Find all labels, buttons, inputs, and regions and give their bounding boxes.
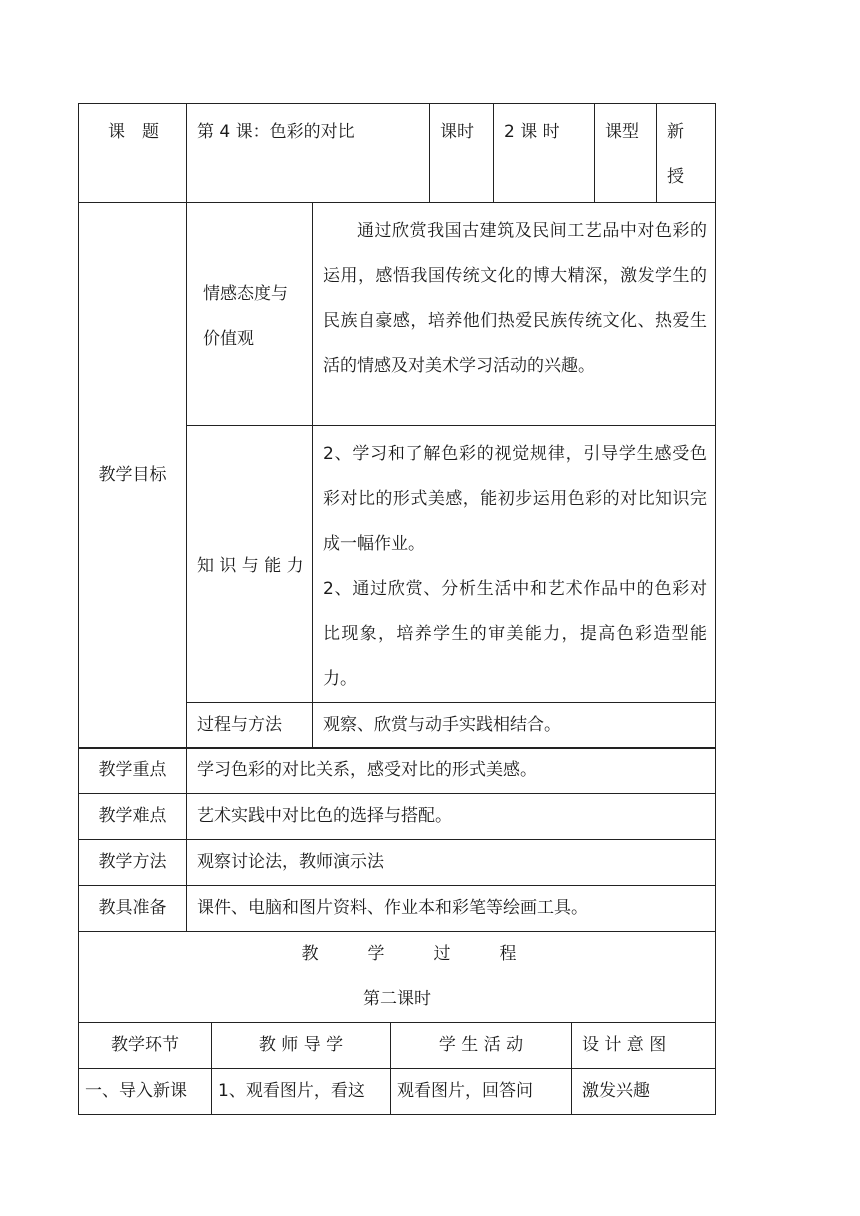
difficulties-row — [79, 794, 716, 840]
student-cell: 观看图片，回答问 — [391, 1068, 572, 1114]
intent-cell: 激发兴趣 — [572, 1068, 716, 1114]
column-header-student: 学 生 活 动 — [391, 1022, 572, 1068]
difficulties-text: 艺术实践中对比色的选择与搭配。 — [187, 794, 716, 840]
objectives-label: 教学目标 — [79, 202, 187, 748]
attitude-row — [79, 202, 716, 425]
process-method-text: 观察、欣赏与动手实践相结合。 — [313, 702, 716, 748]
teacher-cell: 1、观看图片，看这 — [212, 1068, 391, 1114]
type-label: 课型 — [595, 104, 657, 203]
methods-text: 观察讨论法，教师演示法 — [187, 840, 716, 886]
topic-label: 课 题 — [79, 104, 187, 203]
stage-cell: 一、导入新课 — [79, 1068, 212, 1114]
column-header-intent: 设 计 意 图 — [572, 1022, 716, 1068]
session-title: 第二课时 — [363, 989, 431, 1009]
hours-label: 课时 — [430, 104, 494, 203]
materials-text: 课件、电脑和图片资料、作业本和彩笔等绘画工具。 — [187, 886, 716, 932]
knowledge-item: 2、通过欣赏、分析生活中和艺术作品中的色彩对比现象，培养学生的审美能力，提高色彩造型能力。 — [323, 578, 707, 689]
difficulties-label: 教学难点 — [79, 794, 187, 840]
process-method-label: 过程与方法 — [187, 702, 313, 748]
attitude-label: 情感态度与价值观 — [187, 202, 313, 425]
knowledge-text — [313, 425, 716, 702]
methods-label: 教学方法 — [79, 840, 187, 886]
table-row — [79, 1068, 716, 1114]
process-header-row — [79, 1022, 716, 1068]
key-points-text: 学习色彩的对比关系，感受对比的形式美感。 — [187, 748, 716, 794]
materials-row — [79, 886, 716, 932]
process-title-row — [79, 932, 716, 1023]
key-points-row — [79, 748, 716, 794]
process-table — [78, 1022, 716, 1115]
attitude-text: 通过欣赏我国古建筑及民间工艺品中对色彩的运用，感悟我国传统文化的博大精深，激发学生的民族自豪感，培养他们热爱民族传统文化、热爱生活的情感及对美术学习活动的兴趣。 — [313, 202, 716, 425]
hours-value: 2 课 时 — [494, 104, 595, 203]
process-title: 教 学 过 程 — [301, 944, 533, 964]
type-value: 新授 — [657, 104, 716, 203]
column-header-teacher: 教 师 导 学 — [212, 1022, 391, 1068]
header-row — [79, 104, 716, 203]
materials-label: 教具准备 — [79, 886, 187, 932]
knowledge-item: 2、学习和了解色彩的视觉规律，引导学生感受色彩对比的形式美感，能初步运用色彩的对比知识完成一幅作业。 — [323, 443, 707, 554]
column-header-stage: 教学环节 — [79, 1022, 212, 1068]
process-title-cell — [79, 932, 716, 1023]
knowledge-label: 知 识 与 能 力 — [187, 425, 313, 702]
info-table — [78, 747, 716, 1023]
objectives-table — [78, 202, 716, 749]
lesson-plan-sheet — [78, 103, 715, 1115]
methods-row — [79, 840, 716, 886]
lesson-header-table — [78, 103, 716, 203]
key-points-label: 教学重点 — [79, 748, 187, 794]
topic-value: 第 4 课：色彩的对比 — [187, 104, 430, 203]
